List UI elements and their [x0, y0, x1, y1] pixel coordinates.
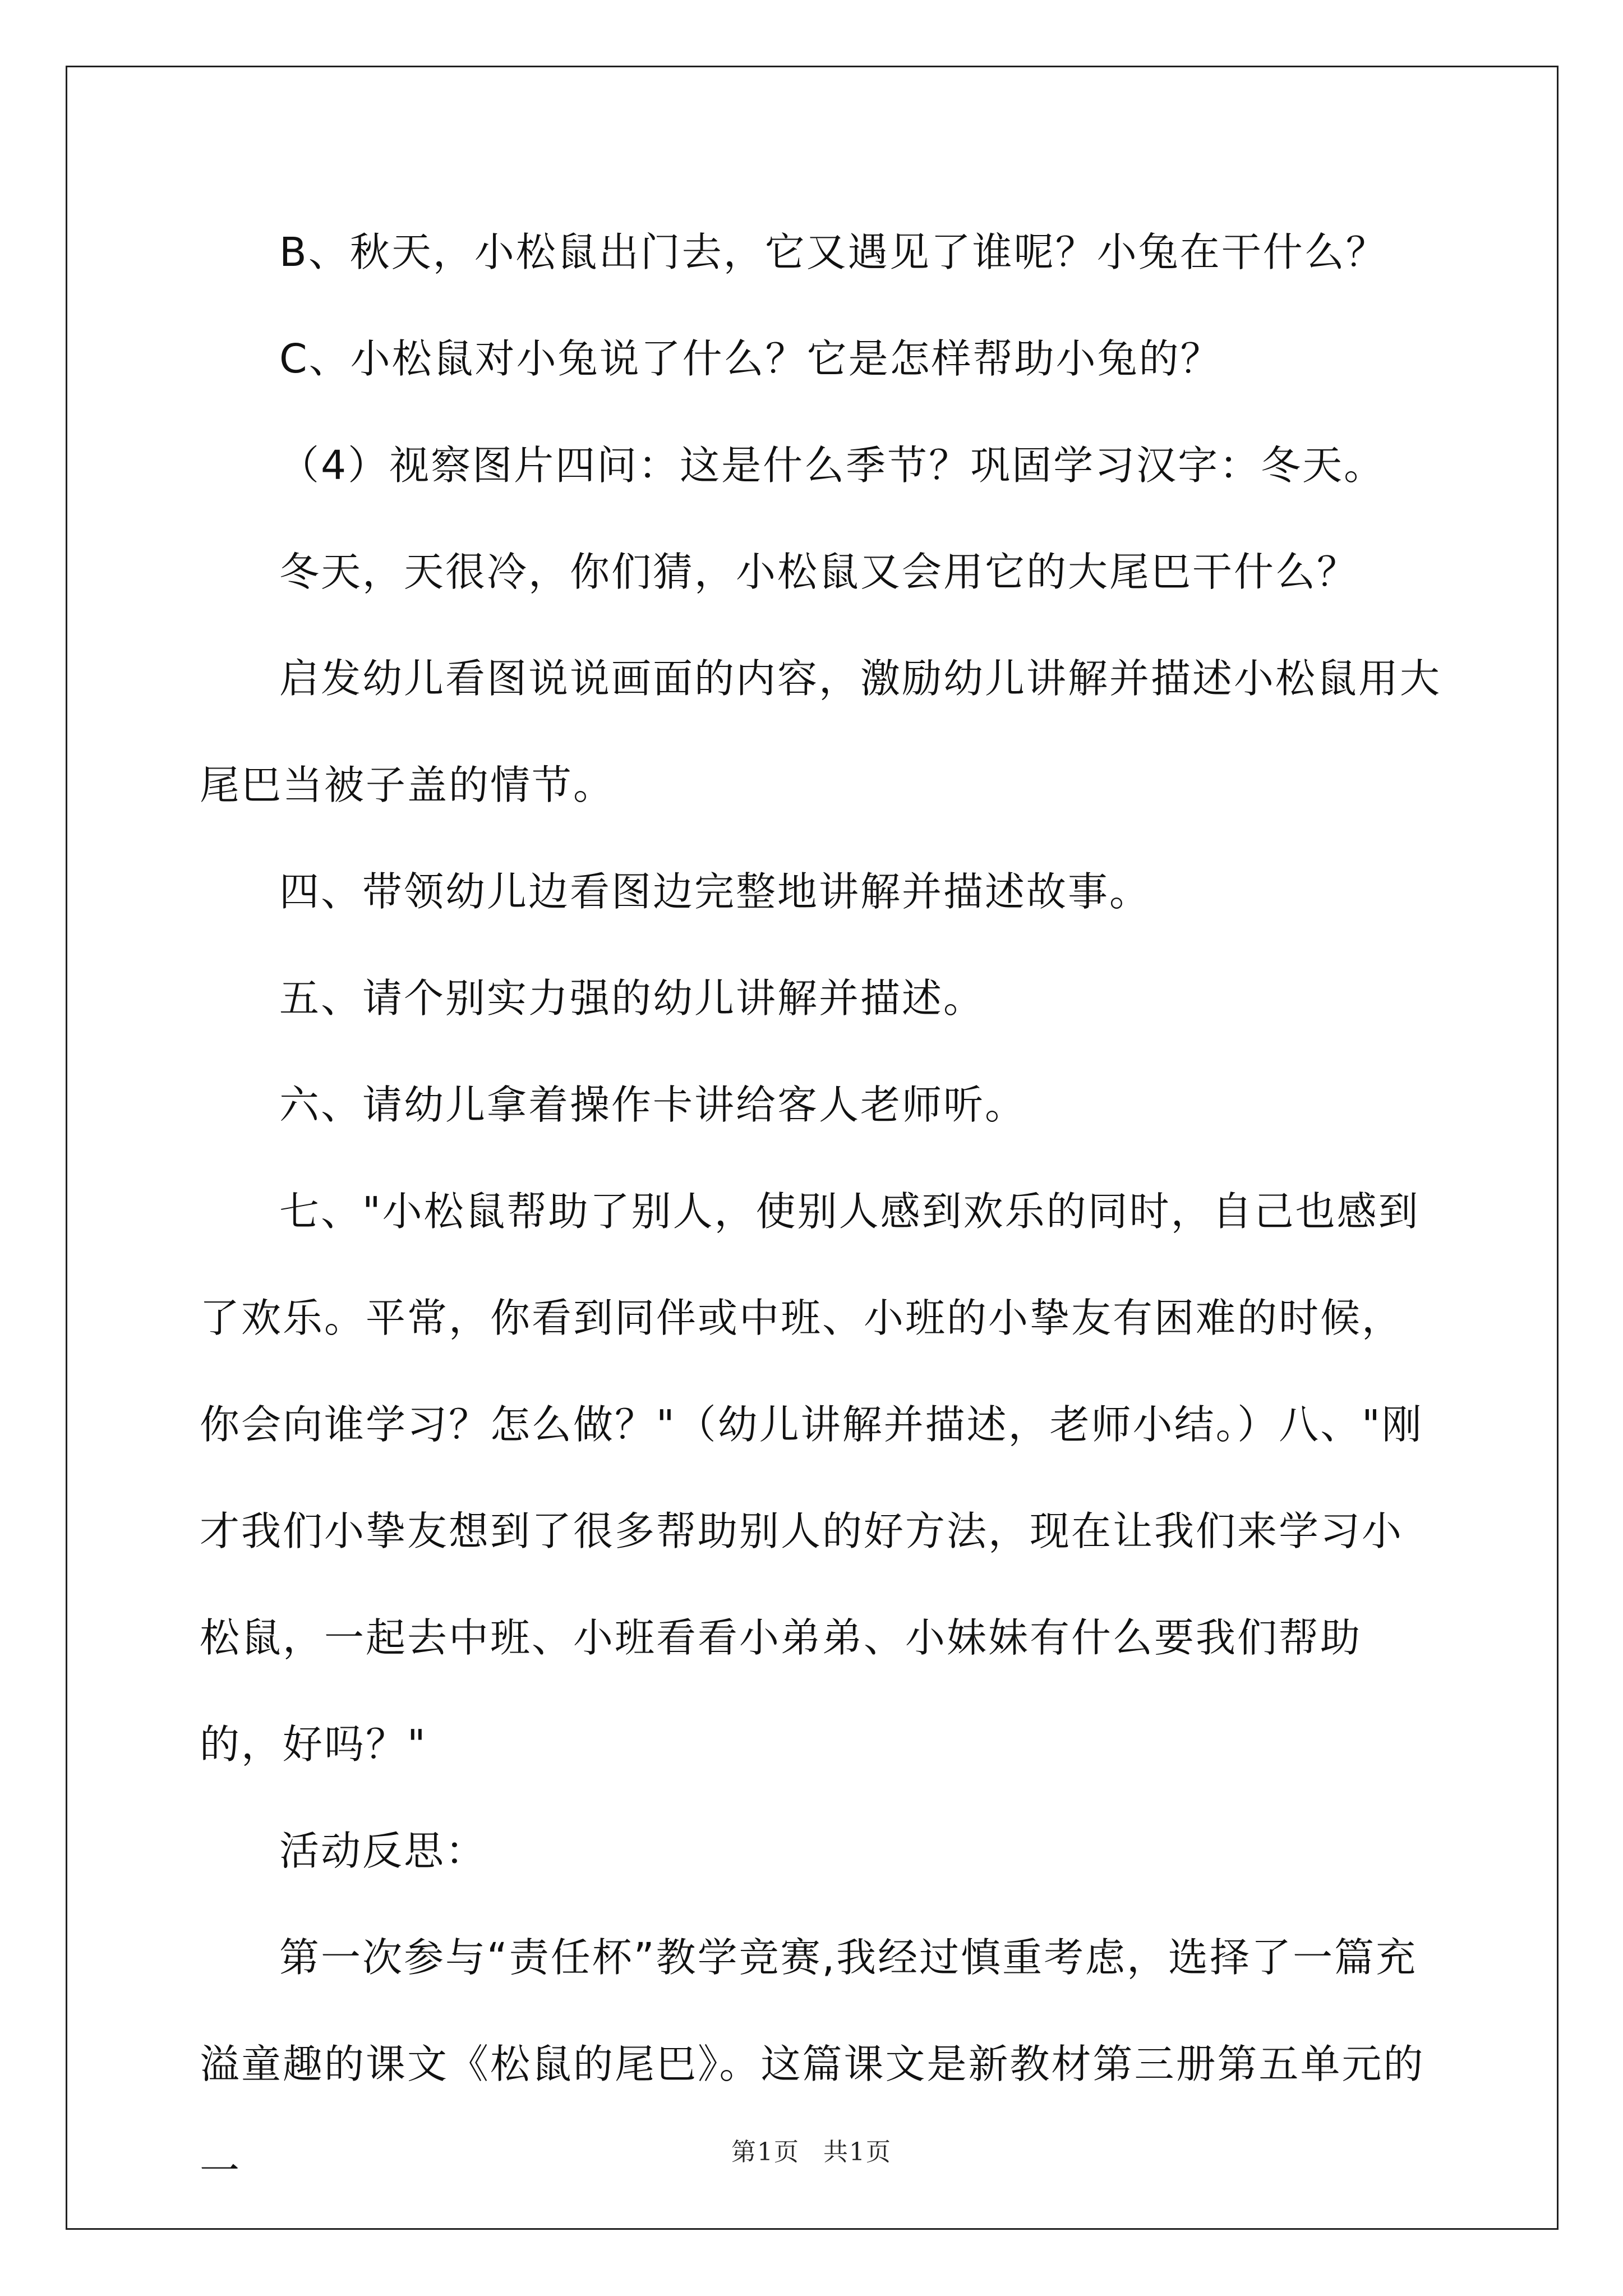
page-number: 第1页: [731, 2138, 800, 2166]
paragraph: B、秋天，小松鼠出门去，它又遇见了谁呢？小兔在干什么？: [279, 229, 1387, 275]
page-footer: [0, 2132, 1623, 2168]
paragraph: 六、请幼儿拿着操作卡讲给客人老师听。: [279, 1082, 1027, 1128]
paragraph: 七、"小松鼠帮助了别人，使别人感到欢乐的同时，自己也感到了欢乐。平常，你看到同伴或中班、小班的小挚友有困难的时候，你会向谁学习？怎么做？"（幼儿讲解并描述，老师小结。）八、"刚才我们小挚友想到了很多帮助别人的好方法，现在让我们来学习小松鼠，一起去中班、小班看看小弟弟、小妹妹有什么要我们帮助的，好吗？": [200, 1188, 1423, 1768]
paragraph: 活动反思：: [279, 1828, 487, 1874]
page-total: 共1页: [823, 2138, 892, 2166]
paragraph: 五、请个别实力强的幼儿讲解并描述。: [279, 975, 985, 1022]
paragraph: 冬天，天很冷，你们猜，小松鼠又会用它的大尾巴干什么？: [279, 549, 1359, 595]
document-body: [200, 199, 1442, 2224]
paragraph: 第一次参与“责任杯”教学竞赛,我经过慎重考虑，选择了一篇充溢童趣的课文《松鼠的尾巴》。这篇课文是新教材第三册第五单元的一: [200, 1934, 1425, 2194]
paragraph: C、小松鼠对小兔说了什么？它是怎样帮助小兔的？: [279, 335, 1222, 382]
paragraph: 启发幼儿看图说说画面的内容，激励幼儿讲解并描述小松鼠用大尾巴当被子盖的情节。: [200, 655, 1442, 808]
paragraph: （4）视察图片四问：这是什么季节？巩固学习汉字：冬天。: [279, 442, 1386, 489]
paragraph: 四、带领幼儿边看图边完整地讲解并描述故事。: [279, 868, 1151, 915]
